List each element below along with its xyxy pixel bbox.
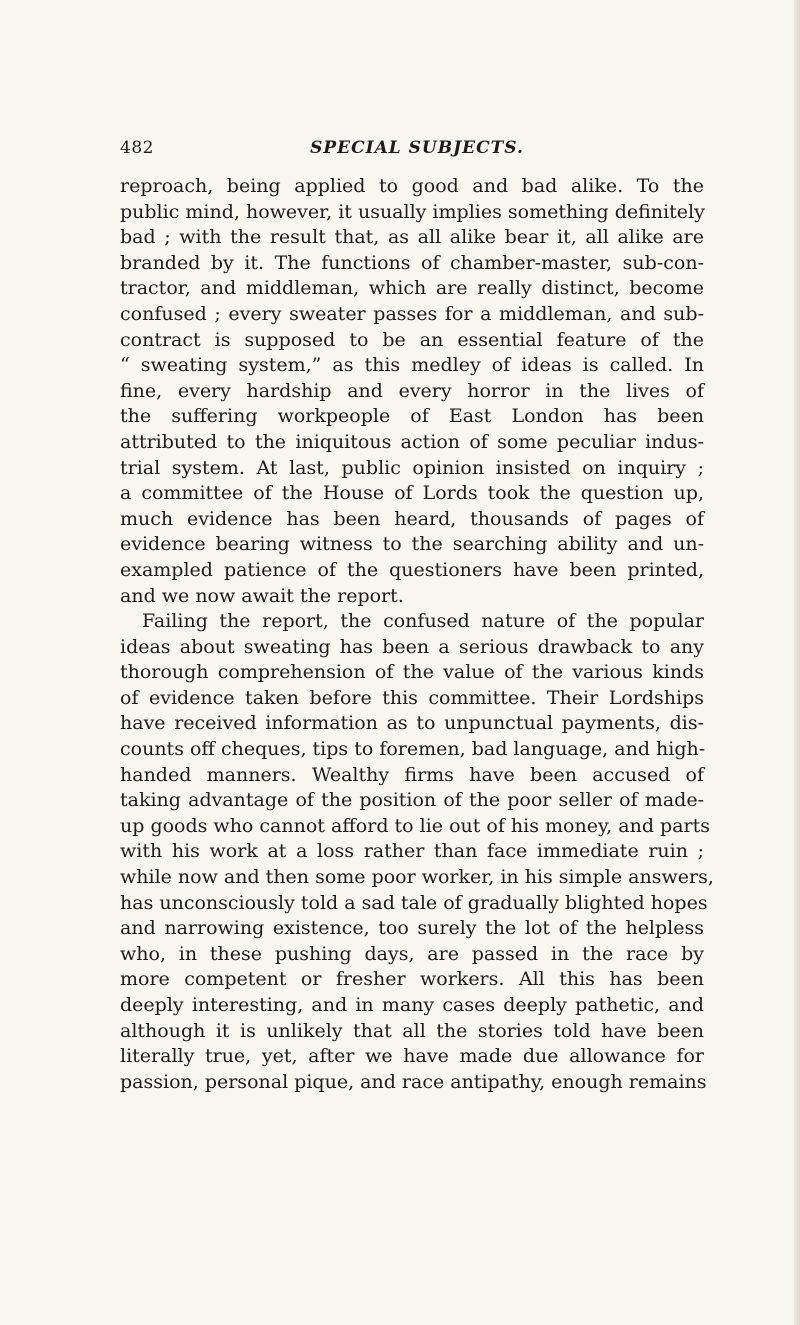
text-line: reproach, being applied to good and bad alike. To the (120, 175, 704, 197)
text-line: branded by it. The functions of chamber-master, sub-con- (120, 251, 704, 274)
text-line: trial system. At last, public opinion insisted on inquiry ; (120, 456, 704, 479)
text-line: much evidence has been heard, thousands of pages of (120, 507, 704, 530)
text-line: a committee of the House of Lords took the question up, (120, 482, 704, 505)
text-line: and narrowing existence, too surely the lot of the helpless (120, 917, 704, 940)
text-line: contract is supposed to be an essential feature of the (120, 328, 704, 351)
text-line: has unconsciously told a sad tale of gradually blighted hopes (120, 891, 708, 914)
text-line: exampled patience of the questioners have been printed, (120, 558, 704, 581)
text-line: of evidence taken before this committee. Their Lordships (120, 686, 704, 709)
text-line: evidence bearing witness to the searching ability and un- (120, 533, 704, 556)
text-line: attributed to the iniquitous action of some peculiar indus- (120, 430, 704, 453)
text-line: tractor, and middleman, which are really distinct, become (120, 277, 704, 300)
text-line: passion, personal pique, and race antipathy, enough remains (120, 1070, 707, 1093)
text-line: with his work at a loss rather than face immediate ruin ; (120, 840, 704, 863)
paragraph-start-line: Failing the report, the confused nature of the popular (142, 610, 704, 633)
running-title: SPECIAL SUBJECTS. (310, 138, 524, 158)
text-line: “ sweating system,” as this medley of ideas is called. In (120, 354, 704, 377)
text-line: fine, every hardship and every horror in the lives of (120, 379, 704, 402)
text-line: bad ; with the result that, as all alike bear it, all alike are (120, 226, 704, 249)
text-line: thorough comprehension of the value of the various kinds (120, 661, 704, 684)
text-line: handed manners. Wealthy firms have been accused of (120, 763, 704, 786)
text-line: ideas about sweating has been a serious drawback to any (120, 635, 704, 658)
text-line: while now and then some poor worker, in his simple answers, (120, 866, 714, 889)
text-line: more competent or fresher workers. All this has been (120, 968, 704, 991)
text-line: confused ; every sweater passes for a middleman, and sub- (120, 302, 704, 325)
text-line: although it is unlikely that all the stories told have been (120, 1019, 704, 1042)
text-line: public mind, however, it usually implies something definitely (120, 200, 705, 223)
text-line: have received information as to unpunctual payments, dis- (120, 712, 704, 735)
running-head (120, 138, 704, 162)
text-line: who, in these pushing days, are passed in the race by (120, 942, 704, 965)
text-line: literally true, yet, after we have made due allowance for (120, 1045, 704, 1068)
text-line: deeply interesting, and in many cases deeply pathetic, and (120, 994, 704, 1016)
text-line: up goods who cannot afford to lie out of his money, and parts (120, 814, 710, 837)
page-edge-shadow (794, 0, 800, 1325)
page-number: 482 (120, 138, 154, 158)
text-line: the suffering workpeople of East London has been (120, 405, 704, 428)
text-line: taking advantage of the position of the poor seller of made- (120, 789, 704, 812)
paragraph-end-line: and we now await the report. (120, 584, 404, 607)
text-line: counts off cheques, tips to foremen, bad language, and high- (120, 738, 706, 761)
body-text (120, 174, 714, 1095)
